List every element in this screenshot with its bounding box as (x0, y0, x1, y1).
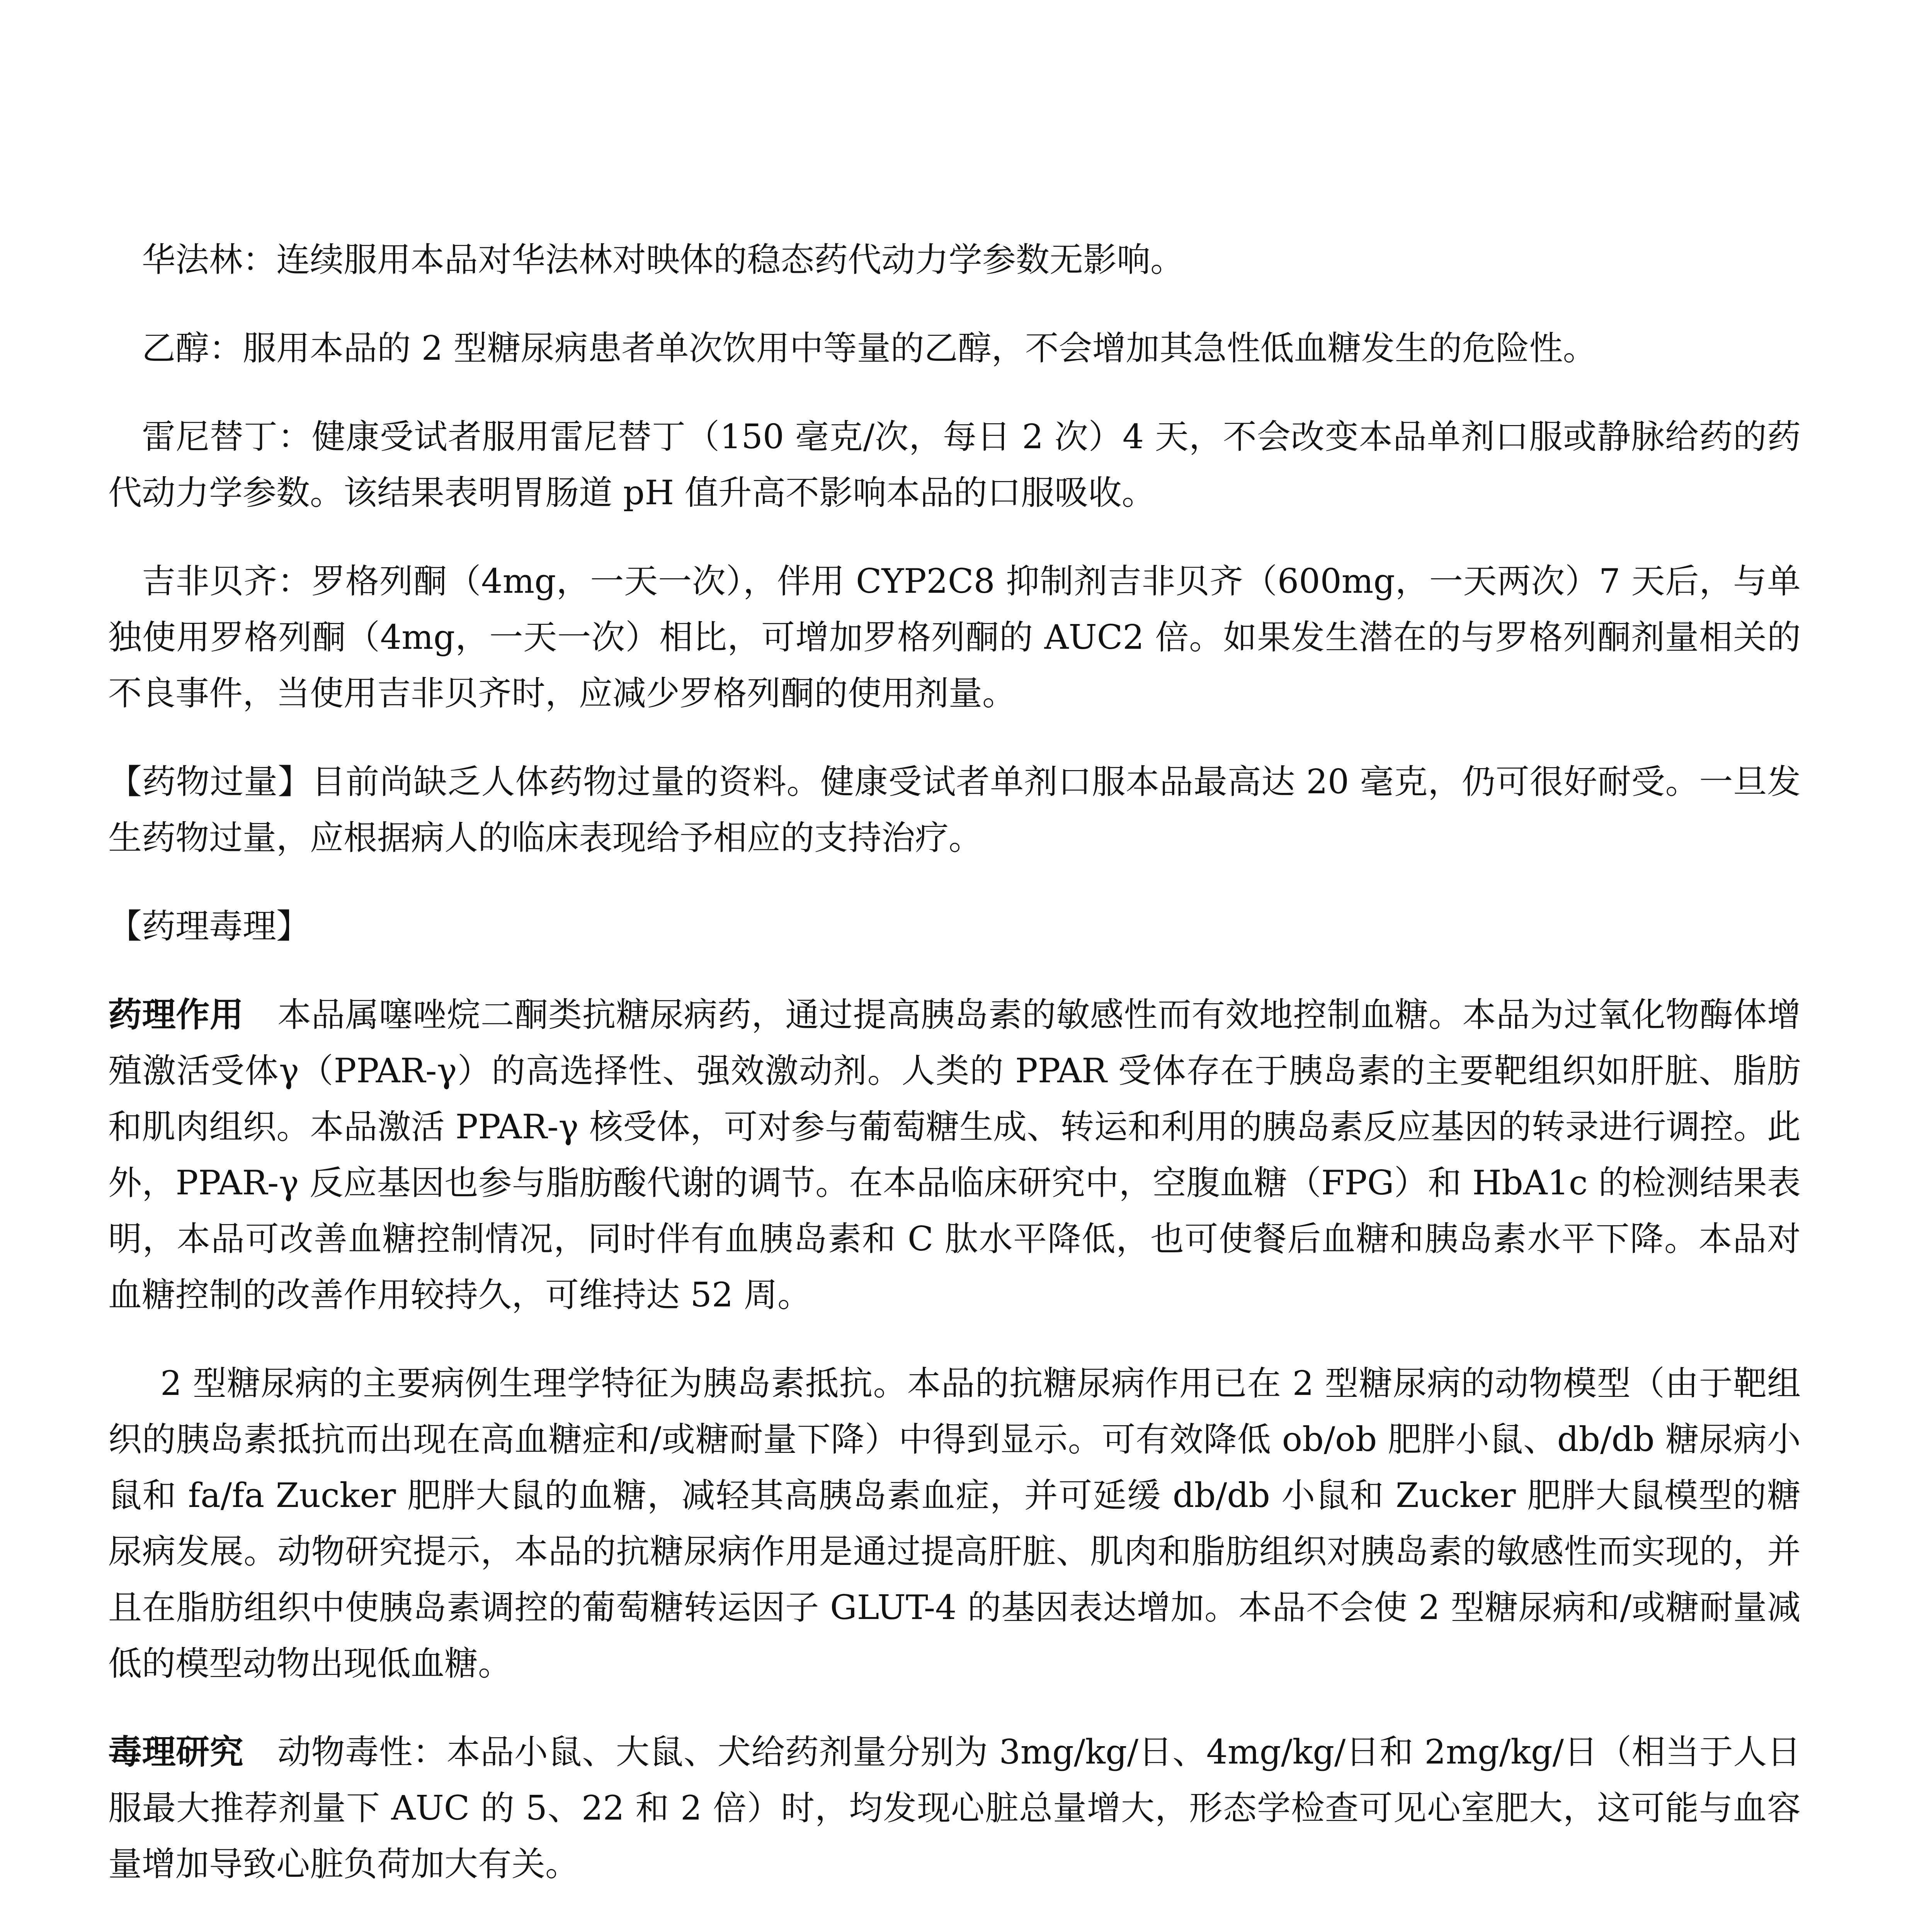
toxicology-text: 动物毒性：本品小鼠、大鼠、犬给药剂量分别为 3mg/kg/日、4mg/kg/日和 2mg/kg/日（相当于人日服最大推荐剂量下 AUC 的 5、22 和 2 倍）时，均发现心脏总量增大，形态学检查可见心室肥大，这可能与血容量增加导致心脏负荷加大有关。 (108, 1732, 1801, 1884)
paragraph-warfarin: 华法林：连续服用本品对华法林对映体的稳态药代动力学参数无影响。 (142, 240, 1184, 279)
paragraph-overdose: 【药物过量】目前尚缺乏人体药物过量的资料。健康受试者单剂口服本品最高达 20 毫克，仍可很好耐受。一旦发生药物过量，应根据病人的临床表现给予相应的支持治疗。 (108, 762, 1801, 857)
paragraph-ethanol: 乙醇：服用本品的 2 型糖尿病患者单次饮用中等量的乙醇，不会增加其急性低血糖发生的危险性。 (142, 328, 1597, 368)
paragraph-gemfibrozil: 吉非贝齐：罗格列酮（4mg，一天一次），伴用 CYP2C8 抑制剂吉非贝齐（600mg，一天两次）7 天后，与单独使用罗格列酮（4mg，一天一次）相比，可增加罗格列酮的 AUC2 倍。如果发生潜在的与罗格列酮剂量相关的不良事件，当使用吉非贝齐时，应减少罗格列酮的使用剂量。 (108, 561, 1801, 713)
paragraph-pharmacology (108, 987, 1801, 1323)
paragraph-genotoxicity (108, 1925, 1801, 1932)
document-body (108, 232, 1801, 1932)
paragraph-toxicology (108, 1724, 1801, 1892)
paragraph-ranitidine: 雷尼替丁：健康受试者服用雷尼替丁（150 毫克/次，每日 2 次）4 天，不会改变本品单剂口服或静脉给药的药代动力学参数。该结果表明胃肠道 pH 值升高不影响本品的口服吸收。 (108, 417, 1801, 512)
paragraph-diabetes-model: 2 型糖尿病的主要病例生理学特征为胰岛素抵抗。本品的抗糖尿病作用已在 2 型糖尿病的动物模型（由于靶组织的胰岛素抵抗而出现在高血糖症和/或糖耐量下降）中得到显示。可有效降低 ob/ob 肥胖小鼠、db/db 糖尿病小鼠和 fa/fa Zucker 肥胖大鼠的血糖，减轻其高胰岛素血症，并可延缓 db/db 小鼠和 Zucker 肥胖大鼠模型的糖尿病发展。动物研究提示，本品的抗糖尿病作用是通过提高肝脏、肌肉和脂肪组织对胰岛素的敏感性而实现的，并且在脂肪组织中使胰岛素调控的葡萄糖转运因子 GLUT-4 的基因表达增加。本品不会使 2 型糖尿病和/或糖耐量减低的模型动物出现低血糖。 (108, 1364, 1801, 1683)
toxicology-heading: 毒理研究 (108, 1732, 244, 1772)
pharmacology-heading: 药理作用 (108, 995, 244, 1034)
section-title-pharmacology: 【药理毒理】 (108, 906, 310, 946)
pharmacology-text: 本品属噻唑烷二酮类抗糖尿病药，通过提高胰岛素的敏感性而有效地控制血糖。本品为过氧化物酶体增殖激活受体γ（PPAR-γ）的高选择性、强效激动剂。人类的 PPAR 受体存在于胰岛素的主要靶组织如肝脏、脂肪和肌肉组织。本品激活 PPAR-γ 核受体，可对参与葡萄糖生成、转运和利用的胰岛素反应基因的转录进行调控。此外，PPAR-γ 反应基因也参与脂肪酸代谢的调节。在本品临床研究中，空腹血糖（FPG）和 HbA1c 的检测结果表明，本品可改善血糖控制情况，同时伴有血胰岛素和 C 肽水平降低，也可使餐后血糖和胰岛素水平下降。本品对血糖控制的改善作用较持久，可维持达 52 周。 (108, 995, 1801, 1315)
